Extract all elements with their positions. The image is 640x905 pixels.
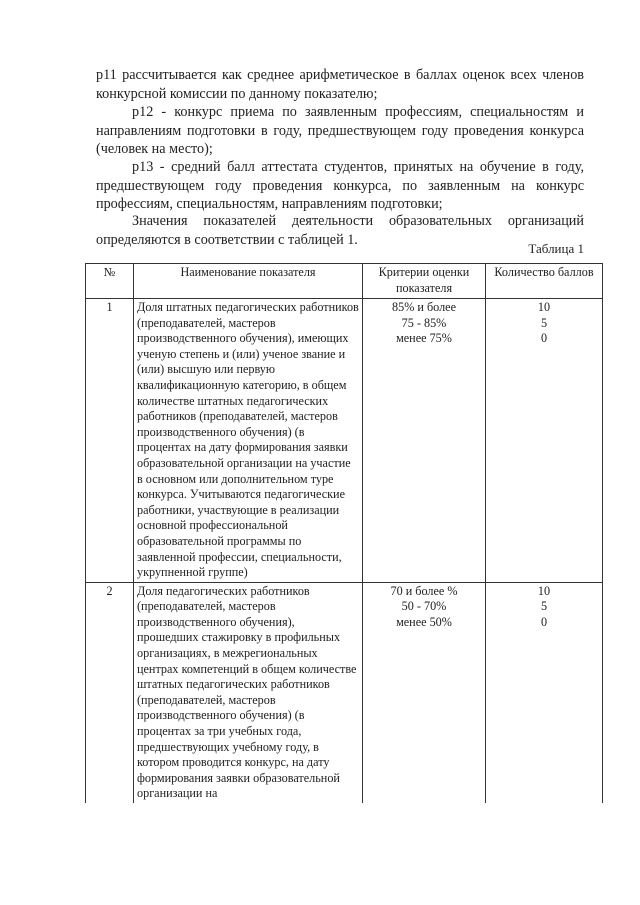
header-number: № (86, 264, 134, 299)
points-item: 0 (540, 614, 548, 629)
criteria-item: менее 75% (396, 331, 452, 346)
paragraph-p13: p13 - средний балл аттестата студентов, принятых на обучение в году, предшествующем году проведения конкурса, по заявленным на конкурс профессиям, специальностям, направлениям подготовки; (96, 159, 584, 213)
row-criteria (363, 582, 486, 803)
row-points (486, 299, 603, 583)
criteria-item: 70 и более % (390, 583, 458, 598)
points-item: 10 (537, 583, 551, 598)
criteria-item: менее 50% (396, 614, 452, 629)
row-criteria (363, 299, 486, 583)
header-indicator-name: Наименование показателя (134, 264, 363, 299)
paragraph-p12: p12 - конкурс приема по заявленным профессиям, специальностям и направлениям подготовки в году, предшествующем году проведения конкурса (человек на место); (96, 104, 584, 158)
row-points (486, 582, 603, 803)
row-number: 1 (86, 299, 134, 583)
paragraph-p11: p11 рассчитывается как среднее арифметическое в баллах оценок всех членов конкурсной комиссии по данному показателю; (96, 67, 584, 102)
criteria-item: 85% и более (392, 300, 456, 314)
points-item: 0 (540, 331, 548, 346)
header-points: Количество баллов (486, 264, 603, 299)
points-item: 10 (537, 300, 551, 314)
row-number: 2 (86, 582, 134, 803)
table-header-row (86, 264, 603, 299)
points-item: 5 (540, 315, 548, 330)
indicators-table (85, 263, 603, 803)
criteria-item: 75 - 85% (401, 315, 447, 330)
row-indicator-name: Доля педагогических работников (преподавателей, мастеров производственного обучения), прошедших стажировку в профильных организациях, в межрегиональных центрах компетенций в общем количестве штатных педагогических работников (преподавателей, мастеров производственного обучения) (в процентах за три учебных года, предшествующих учебному году, в котором проводится конкурс, на дату формирования заявки образовательной организации на (134, 582, 363, 803)
table-row (86, 299, 603, 583)
table-row (86, 582, 603, 803)
criteria-item: 50 - 70% (401, 599, 447, 614)
table-caption: Таблица 1 (528, 241, 584, 256)
points-item: 5 (540, 599, 548, 614)
header-criteria: Критерии оценки показателя (363, 264, 486, 299)
row-indicator-name: Доля штатных педагогических работников (преподавателей, мастеров производственного обучения), имеющих ученую степень и (или) ученое звание и (или) высшую или первую квалификационную категорию, в общем количестве штатных педагогических работников (преподавателей, мастеров производственного обучения) (в процентах на дату формирования заявки образовательной организации на участие в основном или дополнительном туре конкурса. Учитываются педагогические работники, участвующие в реализации основной профессиональной образовательной программы по заявленной профессии, специальности, укрупненной группе) (134, 299, 363, 583)
paragraph-table-reference: Значения показателей деятельности образовательных организаций определяются в соответствии с таблицей 1. (96, 213, 584, 248)
